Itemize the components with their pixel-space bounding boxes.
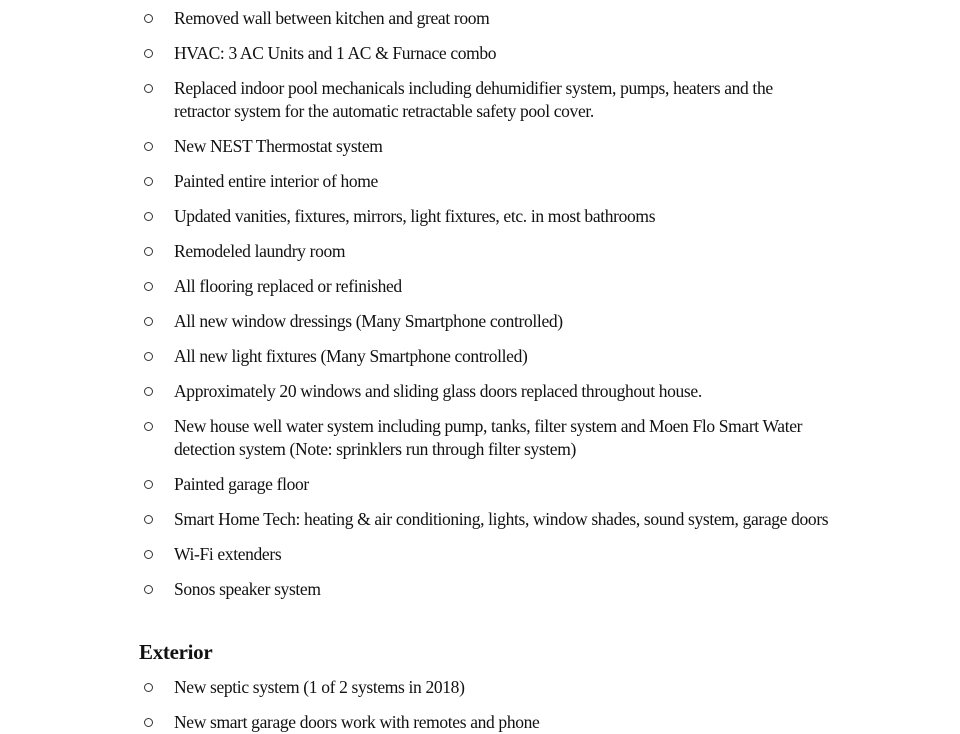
hollow-circle-bullet-icon [144, 7, 156, 29]
hollow-circle-bullet-icon [144, 543, 156, 565]
hollow-circle-bullet-icon [144, 170, 156, 192]
list-item-text: Updated vanities, fixtures, mirrors, light fixtures, etc. in most bathrooms [174, 206, 656, 226]
list-item-text: Smart Home Tech: heating & air conditioning, lights, window shades, sound system, garage doors [174, 509, 829, 529]
list-item-text: Approximately 20 windows and sliding glass doors replaced throughout house. [174, 381, 702, 401]
list-item-text-continuation: retractor system for the automatic retractable safety pool cover. [174, 101, 594, 121]
hollow-circle-bullet-icon [144, 415, 156, 437]
list-item-text: Replaced indoor pool mechanicals including dehumidifier system, pumps, heaters and the [174, 78, 773, 98]
list-item-text: New house well water system including pump, tanks, filter system and Moen Flo Smart Water [174, 416, 803, 436]
list-item-text: New smart garage doors work with remotes and phone [174, 712, 540, 732]
list-item-text: HVAC: 3 AC Units and 1 AC & Furnace combo [174, 43, 497, 63]
list-item-text: New septic system (1 of 2 systems in 2018) [174, 677, 465, 697]
hollow-circle-bullet-icon [144, 578, 156, 600]
list-item-text: Painted entire interior of home [174, 171, 378, 191]
hollow-circle-bullet-icon [144, 380, 156, 402]
list-item-text: Sonos speaker system [174, 579, 321, 599]
hollow-circle-bullet-icon [144, 345, 156, 367]
list-item-text-continuation: detection system (Note: sprinklers run through filter system) [174, 439, 576, 459]
list-item-text: All flooring replaced or refinished [174, 276, 402, 296]
hollow-circle-bullet-icon [144, 77, 156, 99]
list-item-text: Remodeled laundry room [174, 241, 346, 261]
list-item-text: All new light fixtures (Many Smartphone controlled) [174, 346, 528, 366]
hollow-circle-bullet-icon [144, 676, 156, 698]
hollow-circle-bullet-icon [144, 473, 156, 495]
list-item-text: Removed wall between kitchen and great room [174, 8, 490, 28]
list-item-text: Painted garage floor [174, 474, 309, 494]
hollow-circle-bullet-icon [144, 205, 156, 227]
hollow-circle-bullet-icon [144, 310, 156, 332]
hollow-circle-bullet-icon [144, 711, 156, 733]
list-item-text: Wi-Fi extenders [174, 544, 282, 564]
list-item-text: New NEST Thermostat system [174, 136, 383, 156]
hollow-circle-bullet-icon [144, 240, 156, 262]
hollow-circle-bullet-icon [144, 135, 156, 157]
hollow-circle-bullet-icon [144, 42, 156, 64]
hollow-circle-bullet-icon [144, 275, 156, 297]
hollow-circle-bullet-icon [144, 508, 156, 530]
section-heading-exterior: Exterior [139, 640, 213, 664]
list-item-text: All new window dressings (Many Smartphone controlled) [174, 311, 563, 331]
